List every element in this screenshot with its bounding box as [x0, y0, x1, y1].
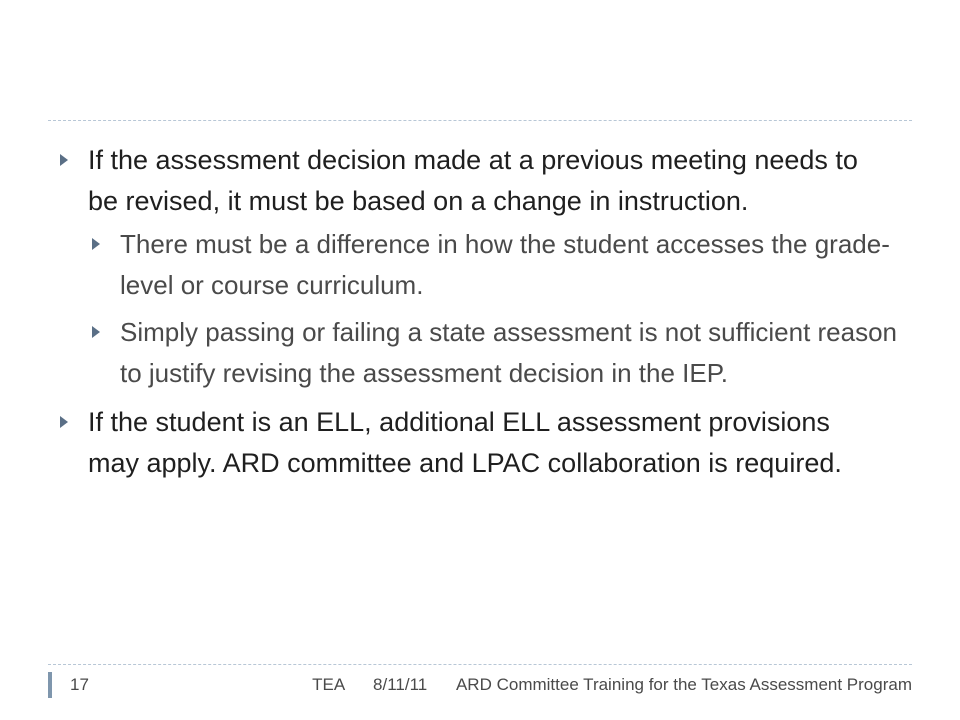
bullet-2-text: If the student is an ELL, additional ELL assessment provisions may apply. ARD committee and LPAC collaboration is required. — [88, 407, 842, 478]
sub-bullet-2-text: Simply passing or failing a state assessment is not sufficient reason to justify revising the assessment decision in the IEP. — [120, 317, 898, 388]
footer-org: TEA — [312, 675, 345, 694]
top-divider — [48, 120, 912, 121]
bullet-2 — [56, 402, 888, 484]
slide-footer — [48, 672, 912, 700]
sub-bullet-1-text: There must be a difference in how the student accesses the grade-level or course curriculum. — [120, 229, 890, 300]
footer-title: ARD Committee Training for the Texas Assessment Program — [455, 675, 912, 694]
triangle-bullet-icon — [92, 326, 100, 338]
triangle-bullet-icon — [60, 154, 68, 166]
footer-accent-bar — [48, 672, 52, 698]
bullet-1 — [56, 140, 888, 222]
bullet-1-text: If the assessment decision made at a previous meeting needs to be revised, it must be based on a change in instruction. — [88, 145, 858, 216]
bottom-divider — [48, 664, 912, 665]
slide-body — [56, 140, 916, 486]
footer-date: 8/11/11 — [373, 675, 428, 694]
footer-info — [288, 675, 912, 695]
sub-bullet-2 — [88, 312, 920, 394]
triangle-bullet-icon — [92, 238, 100, 250]
sub-bullet-1 — [88, 224, 920, 306]
page-number: 17 — [70, 675, 89, 694]
triangle-bullet-icon — [60, 416, 68, 428]
